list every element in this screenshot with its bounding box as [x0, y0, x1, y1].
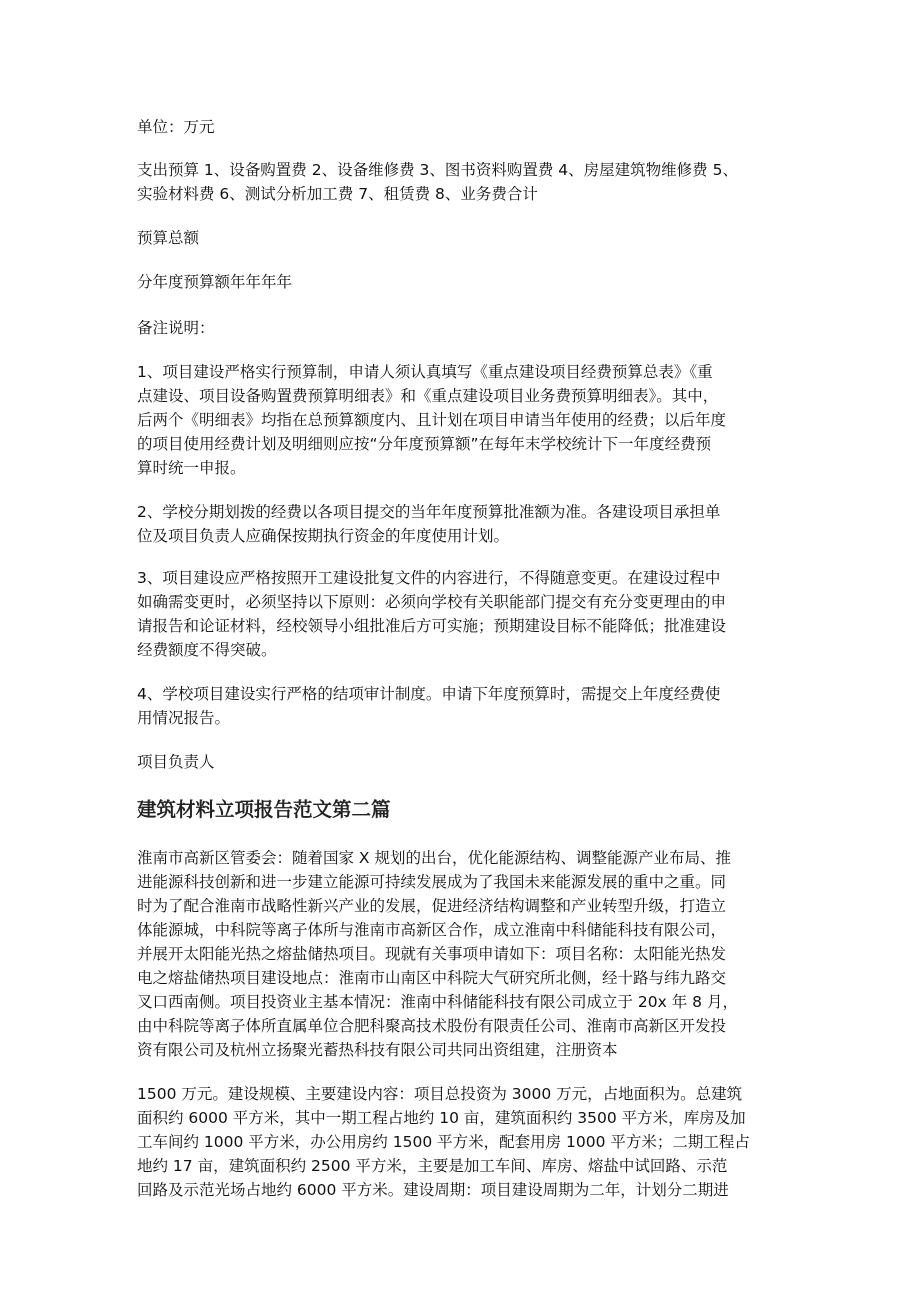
body-1-line: 由中科院等离子体所直属单位合肥科聚高技术股份有限责任公司、淮南市高新区开发投	[137, 1017, 727, 1035]
note-3-line: 如确需变更时，必须坚持以下原则：必须向学校有关职能部门提交有充分变更理由的申	[137, 593, 727, 611]
notes-title	[137, 316, 215, 340]
project-leader-line: 项目负责人	[137, 753, 215, 771]
note-3-paragraph	[137, 566, 726, 662]
body-1-line: 电之熔盐储热项目建设地点：淮南市山南区中科院大气研究所北侧，经十路与纬九路交	[137, 969, 727, 987]
budget-total-label	[137, 226, 199, 250]
budget-items-paragraph	[137, 158, 738, 206]
body-1-line: 体能源城，中科院等离子体所与淮南市高新区合作，成立淮南中科储能科技有限公司，	[137, 921, 727, 939]
budget-total-line: 预算总额	[137, 229, 200, 247]
body-1-line: 淮南市高新区管委会：随着国家 X 规划的出台，优化能源结构、调整能源产业布局、推	[137, 849, 731, 867]
note-3-line: 经费额度不得突破。	[137, 641, 277, 659]
note-4-line: 4、学校项目建设实行严格的结项审计制度。申请下年度预算时，需提交上年度经费使	[137, 685, 721, 703]
note-1-line: 点建设、项目设备购置费预算明细表》和《重点建设项目业务费预算明细表》。其中，	[137, 387, 719, 405]
body-2-line: 回路及示范光场占地约 6000 平方米。建设周期：项目建设周期为二年，计划分二期进	[137, 1181, 729, 1199]
body-2-line: 1500 万元。建设规模、主要建设内容：项目总投资为 3000 万元，占地面积为。总建筑	[137, 1085, 743, 1103]
note-2-line: 2、学校分期划拨的经费以各项目提交的当年年度预算批准额为准。各建设项目承担单	[137, 503, 721, 521]
note-1-line: 后两个《明细表》均指在总预算额度内、且计划在项目申请当年使用的经费；以后年度	[137, 411, 727, 429]
body-1-line: 并展开太阳能光热之熔盐储热项目。现就有关事项申请如下：项目名称：太阳能光热发	[137, 945, 727, 963]
annual-budget-line: 分年度预算额年年年年	[137, 273, 293, 291]
body-1-line: 叉口西南侧。项目投资业主基本情况：淮南中科储能科技有限公司成立于 20x 年 8 月，	[137, 993, 738, 1011]
body-1-line: 时为了配合淮南市战略性新兴产业的发展，促进经济结构调整和产业转型升级，打造立	[137, 897, 727, 915]
annual-budget-label	[137, 270, 292, 294]
notes-title-line: 备注说明：	[137, 319, 215, 337]
unit-line: 单位：万元	[137, 118, 215, 136]
unit-label	[137, 115, 215, 139]
body-2-line: 地约 17 亩，建筑面积约 2500 平方米，主要是加工车间、库房、熔盐中试回路、示范	[137, 1157, 728, 1175]
note-2-paragraph	[137, 500, 720, 548]
section-title: 建筑材料立项报告范文第二篇	[137, 798, 391, 821]
note-3-line: 请报告和论证材料，经校领导小组批准后方可实施；预期建设目标不能降低；批准建设	[137, 617, 727, 635]
body-2-line: 面积约 6000 平方米，其中一期工程占地约 10 亩，建筑面积约 3500 平方米，库房及加	[137, 1109, 746, 1127]
note-2-line: 位及项目负责人应确保按期执行资金的年度使用计划。	[137, 527, 510, 545]
body-2-line: 工车间约 1000 平方米，办公用房约 1500 平方米，配套用房 1000 平方米；二期工程占	[137, 1133, 750, 1151]
body-1-line: 进能源科技创新和进一步建立能源可持续发展成为了我国未来能源发展的重中之重。同	[137, 873, 727, 891]
body-paragraph-1	[137, 846, 738, 1062]
note-1-paragraph	[137, 360, 726, 480]
budget-items-line: 实验材料费 6、测试分析加工费 7、租赁费 8、业务费合计	[137, 185, 538, 203]
note-1-line: 的项目使用经费计划及明细则应按“分年度预算额”在每年末学校统计下一年度经费预	[137, 435, 712, 453]
body-paragraph-2	[137, 1082, 750, 1202]
note-1-line: 算时统一申报。	[137, 459, 246, 477]
note-4-paragraph	[137, 682, 720, 730]
project-leader-label	[137, 750, 215, 774]
body-1-line: 资有限公司及杭州立扬聚光蓄热科技有限公司共同出资组建，注册资本	[137, 1041, 618, 1059]
budget-items-line: 支出预算 1、设备购置费 2、设备维修费 3、图书资料购置费 4、房屋建筑物维修费 5、	[137, 161, 738, 179]
note-1-line: 1、项目建设严格实行预算制，申请人须认真填写《重点建设项目经费预算总表》《重	[137, 363, 713, 381]
note-3-line: 3、项目建设应严格按照开工建设批复文件的内容进行，不得随意变更。在建设过程中	[137, 569, 721, 587]
note-4-line: 用情况报告。	[137, 709, 231, 727]
